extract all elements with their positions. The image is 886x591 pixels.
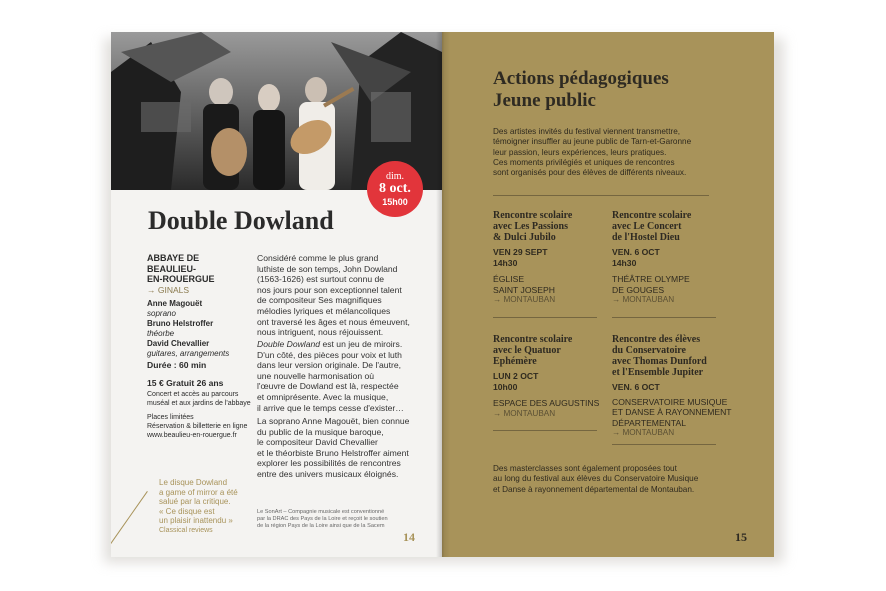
duration: Durée : 60 min	[147, 360, 207, 370]
title-line: avec Le Concert	[612, 221, 682, 232]
event-place: DE GOUGES	[612, 284, 665, 295]
text-line: il arrive que le temps cesse d'exister…	[257, 402, 404, 413]
venue-line: EN-ROUERGUE	[147, 274, 215, 284]
text-line: une nouvelle harmonisation où	[257, 370, 375, 381]
event-place: SAINT JOSEPH	[493, 284, 555, 295]
event-place: ET DANSE À RAYONNEMENT	[612, 407, 732, 418]
text-line: Des masterclasses sont également proposées tout	[493, 464, 677, 473]
divider	[493, 195, 709, 196]
text-line: l'œuvre de Dowland est là, respectée	[257, 381, 399, 392]
performer-role: soprano	[147, 309, 176, 318]
quote-line: un plaisir inattendu »	[159, 516, 233, 526]
text-line: du public de la musique baroque,	[257, 426, 384, 437]
performer-name: Bruno Helstroffer	[147, 319, 214, 328]
title-line: avec Les Passions	[493, 221, 568, 232]
text-fragment: est un jeu de miroirs.	[320, 339, 403, 349]
event-place: CONSERVATOIRE MUSIQUE	[612, 396, 728, 407]
divider	[493, 430, 597, 431]
text-line: et omniprésente. Avec la musique,	[257, 391, 389, 402]
booking-website-link[interactable]: www.beaulieu-en-rouergue.fr	[147, 432, 237, 439]
description-para-2	[257, 339, 404, 413]
quote-line: « Ce disque est	[159, 506, 215, 516]
text-line: de compositeur Ses magnifiques	[257, 295, 382, 306]
description-para-3	[257, 416, 409, 480]
title-line: Rencontre des élèves	[612, 334, 701, 345]
text-line: D'un côté, des pièces pour voix et luth	[257, 349, 402, 360]
text-line: Des artistes invités du festival viennent transmettre,	[493, 127, 681, 136]
event-place: ÉGLISE	[493, 274, 525, 285]
quote-line: Le disque Dowland	[159, 478, 228, 487]
event-place: ESPACE DES AUGUSTINS	[493, 398, 600, 409]
performers-list	[147, 299, 229, 359]
concert-title: Double Dowland	[148, 206, 334, 235]
event-town: → MONTAUBAN	[612, 295, 675, 305]
title-line: Rencontre scolaire	[493, 210, 573, 221]
intro-text	[493, 127, 691, 178]
book-gutter	[436, 32, 450, 557]
title-line: avec le Quatuor	[493, 345, 561, 356]
venue-line: BEAULIEU-	[147, 263, 196, 274]
event-time: 10h00	[493, 381, 518, 392]
text-line: La soprano Anne Magouët, bien connue	[257, 416, 410, 426]
access-line: Concert et accès au parcours	[147, 391, 239, 398]
text-line: sont organisés pour des élèves de différents niveaux.	[493, 168, 687, 178]
title-line: avec Thomas Dunford	[612, 356, 707, 367]
title-line: & Dulci Jubilo	[493, 232, 556, 243]
text-line	[257, 339, 404, 350]
event-time: 14h30	[493, 257, 518, 268]
quote-rule	[111, 491, 148, 544]
text-line: (1563-1626) est surtout connu de	[257, 274, 385, 285]
event-title	[612, 334, 732, 378]
event-place: DÉPARTEMENTAL	[612, 417, 687, 428]
text-line: mélodies lyriques et mélancoliques	[257, 305, 391, 316]
title-line: Rencontre scolaire	[493, 334, 573, 345]
event-town: → MONTAUBAN	[493, 408, 556, 418]
quote-source: Classical reviews	[159, 526, 213, 534]
credits	[257, 509, 388, 530]
event-card	[493, 210, 572, 304]
event-date: LUN 2 OCT	[493, 371, 539, 381]
text-line: explorer les possibilités de rencontres	[257, 458, 401, 469]
title-line: Actions pédagogiques	[493, 68, 669, 89]
quote-line: salué par la critique.	[159, 497, 231, 507]
text-line: au long du festival aux élèves du Conservatoire Musique	[493, 474, 699, 484]
page-number-left: 14	[403, 530, 415, 544]
text-line: leur passion, leurs expériences, leurs pratiques.	[493, 147, 667, 157]
outro-text	[493, 464, 698, 495]
text-line: et Danse à rayonnement départemental de Montauban.	[493, 484, 695, 494]
event-card	[612, 334, 732, 437]
title-line: du Conservatoire	[612, 345, 686, 356]
event-card	[493, 334, 599, 418]
text-line: et le théorbiste Bruno Helstroffer aiment	[257, 447, 409, 458]
access-line: muséal et aux jardins de l'abbaye	[147, 400, 251, 407]
section-title	[493, 68, 669, 112]
performer-role: guitares, arrangements	[147, 349, 230, 358]
title-line: Rencontre scolaire	[612, 210, 692, 221]
press-quote	[159, 478, 238, 536]
text-line: Considéré comme le plus grand	[257, 253, 379, 263]
performer-name: Anne Magouët	[147, 299, 203, 308]
divider	[612, 444, 716, 445]
venue-line: ABBAYE DE	[147, 253, 200, 263]
event-title	[493, 210, 572, 243]
title-line: de l'Hostel Dieu	[612, 232, 680, 243]
title-line: Ephémère	[493, 356, 537, 367]
text-line: le compositeur David Chevallier	[257, 437, 378, 448]
text-line: dans leur version originale. De l'autre,	[257, 360, 401, 371]
quote-line: a game of mirror a été	[159, 487, 238, 497]
event-town: → MONTAUBAN	[493, 295, 556, 305]
text-line: ont traversé les âges et nous émeuvent,	[257, 316, 410, 327]
left-page	[111, 32, 442, 557]
event-title	[493, 334, 599, 367]
event-card	[612, 210, 691, 304]
event-place: THÉÂTRE OLYMPE	[612, 274, 690, 285]
text-line: Ces moments privilégiés et uniques de rencontres	[493, 157, 675, 167]
venue-town: → GINALS	[147, 284, 190, 295]
booking-info	[147, 413, 247, 440]
description-para-1	[257, 253, 410, 338]
prices: 15 € Gratuit 26 ans	[147, 378, 224, 388]
event-date: VEN. 6 OCT	[612, 382, 660, 392]
album-title: Double Dowland	[257, 339, 321, 349]
credit-line: de la région Pays de la Loire ainsi que de la Sacem	[257, 523, 385, 529]
date-badge	[367, 161, 423, 217]
text-line: nous intriguent, nous réjouissent.	[257, 327, 384, 338]
credit-line: par la DRAC des Pays de la Loire et reçoit le soutien	[257, 516, 388, 522]
text-line: témoigner insuffler au jeune public de Tarn-et-Garonne	[493, 137, 692, 147]
text-line: luthiste de son temps, John Dowland	[257, 263, 398, 274]
venue-block	[147, 253, 215, 295]
badge-day: dim.	[385, 171, 405, 182]
booking-line: Places limitées	[147, 414, 194, 421]
badge-time: 15h00	[382, 197, 408, 207]
performer-name: David Chevallier	[147, 339, 210, 348]
credit-line: Le SonArt – Compagnie musicale est conventionné	[257, 509, 385, 515]
event-town: → MONTAUBAN	[612, 428, 675, 438]
title-line: et l'Ensemble Jupiter	[612, 367, 704, 378]
performer-role: théorbe	[147, 329, 175, 338]
badge-date: 8 oct.	[379, 181, 411, 196]
divider	[612, 317, 716, 318]
event-date: VEN 29 SEPT	[493, 247, 548, 257]
text-line: nos jours pour son exceptionnel talent	[257, 284, 402, 295]
divider	[493, 317, 597, 318]
event-date: VEN. 6 OCT	[612, 247, 660, 257]
text-line: entre des univers musicaux éloignés.	[257, 468, 399, 479]
right-page	[442, 32, 774, 557]
event-title	[612, 210, 691, 243]
title-line: Jeune public	[493, 90, 596, 111]
access-info	[147, 390, 251, 408]
event-time: 14h30	[612, 257, 637, 268]
page-number-right: 15	[735, 530, 747, 544]
booking-line: Réservation & billetterie en ligne	[147, 423, 248, 430]
